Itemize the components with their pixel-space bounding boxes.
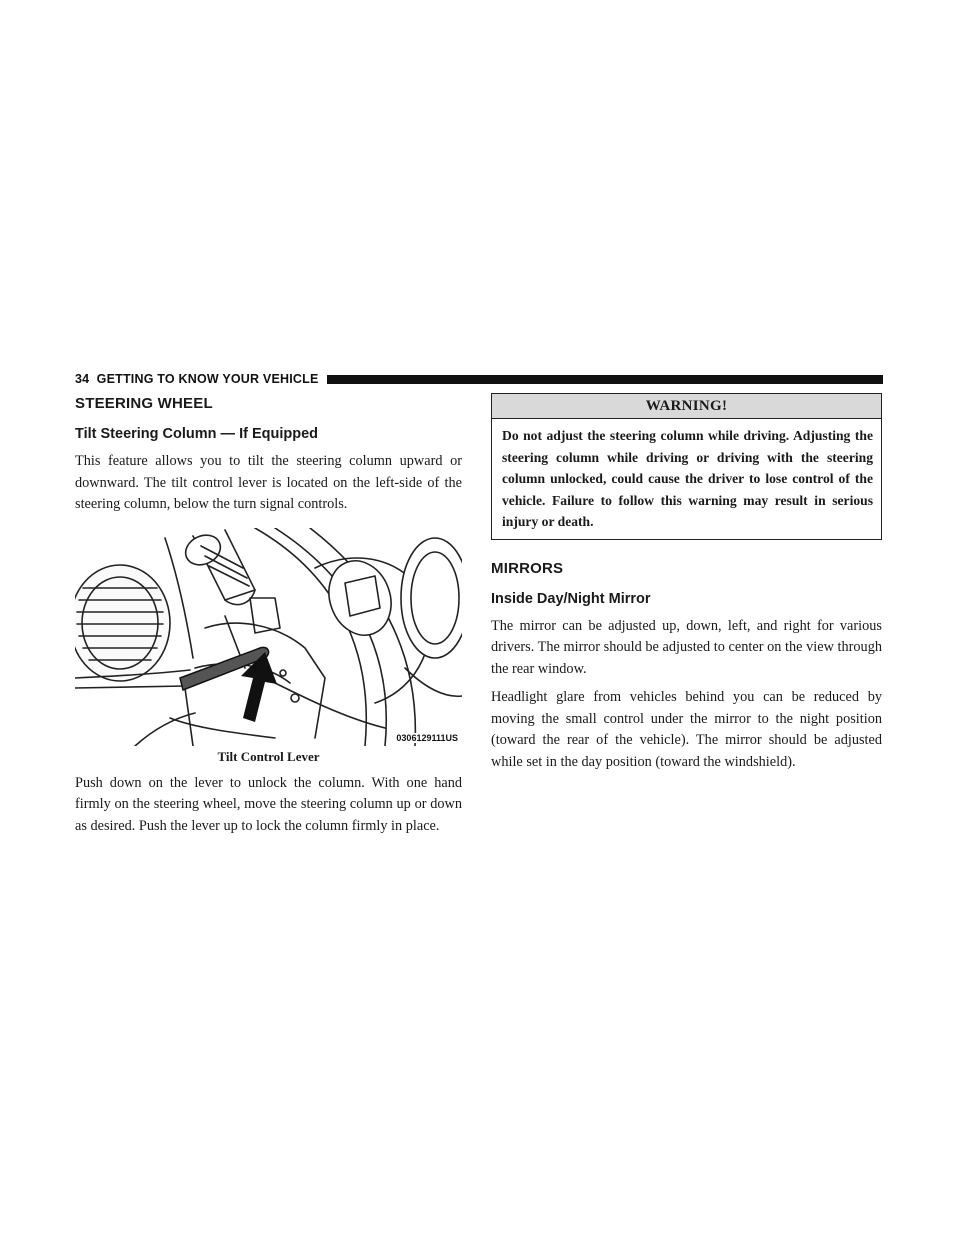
figure-caption: Tilt Control Lever: [217, 748, 320, 764]
page-number: 34: [75, 372, 90, 386]
header-rule: [327, 375, 884, 384]
section-heading-mirrors: MIRRORS: [491, 559, 564, 577]
mirror-paragraph-2: Headlight glare from vehicles behind you can be reduced by moving the small control under the mirror to the night position (toward the rear of the vehicle). The mirror should be adjusted while set in the day position (toward the windshield).: [491, 689, 882, 770]
page-header-text: [75, 372, 319, 386]
tilt-instructions-paragraph: Push down on the lever to unlock the column. With one hand firmly on the steering wheel, move the steering column up or down as desired. Push the lever up to lock the column firmly in place.: [75, 774, 462, 834]
tilt-control-lever-figure: [75, 528, 462, 746]
subheading-tilt-steering-column: Tilt Steering Column — If Equipped: [75, 426, 319, 442]
figure-code: 0306129111US: [396, 732, 458, 743]
page-header: [75, 371, 883, 387]
tilt-lever-illustration: [75, 528, 462, 746]
tilt-intro-paragraph: This feature allows you to tilt the steering column upward or downward. The tilt control lever is located on the left-side of the steering column, below the turn signal controls.: [75, 453, 462, 512]
section-title: GETTING TO KNOW YOUR VEHICLE: [96, 372, 319, 386]
right-column: [491, 393, 882, 773]
warning-box: [491, 393, 882, 540]
mirror-paragraph-1: The mirror can be adjusted up, down, left, and right for various drivers. The mirror should be adjusted to center on the view through the rear window.: [491, 617, 882, 677]
subheading-inside-day-night-mirror: Inside Day/Night Mirror: [491, 590, 651, 607]
left-column: [75, 393, 462, 837]
warning-title: WARNING!: [492, 394, 881, 419]
warning-text: Do not adjust the steering column while driving. Adjusting the steering column while driving or driving with the steering column unlocked, could cause the driver to lose control of the vehicle. Failure to follow this warning may result in serious injury or death.: [502, 428, 873, 529]
section-heading-steering-wheel: STEERING WHEEL: [75, 395, 213, 412]
